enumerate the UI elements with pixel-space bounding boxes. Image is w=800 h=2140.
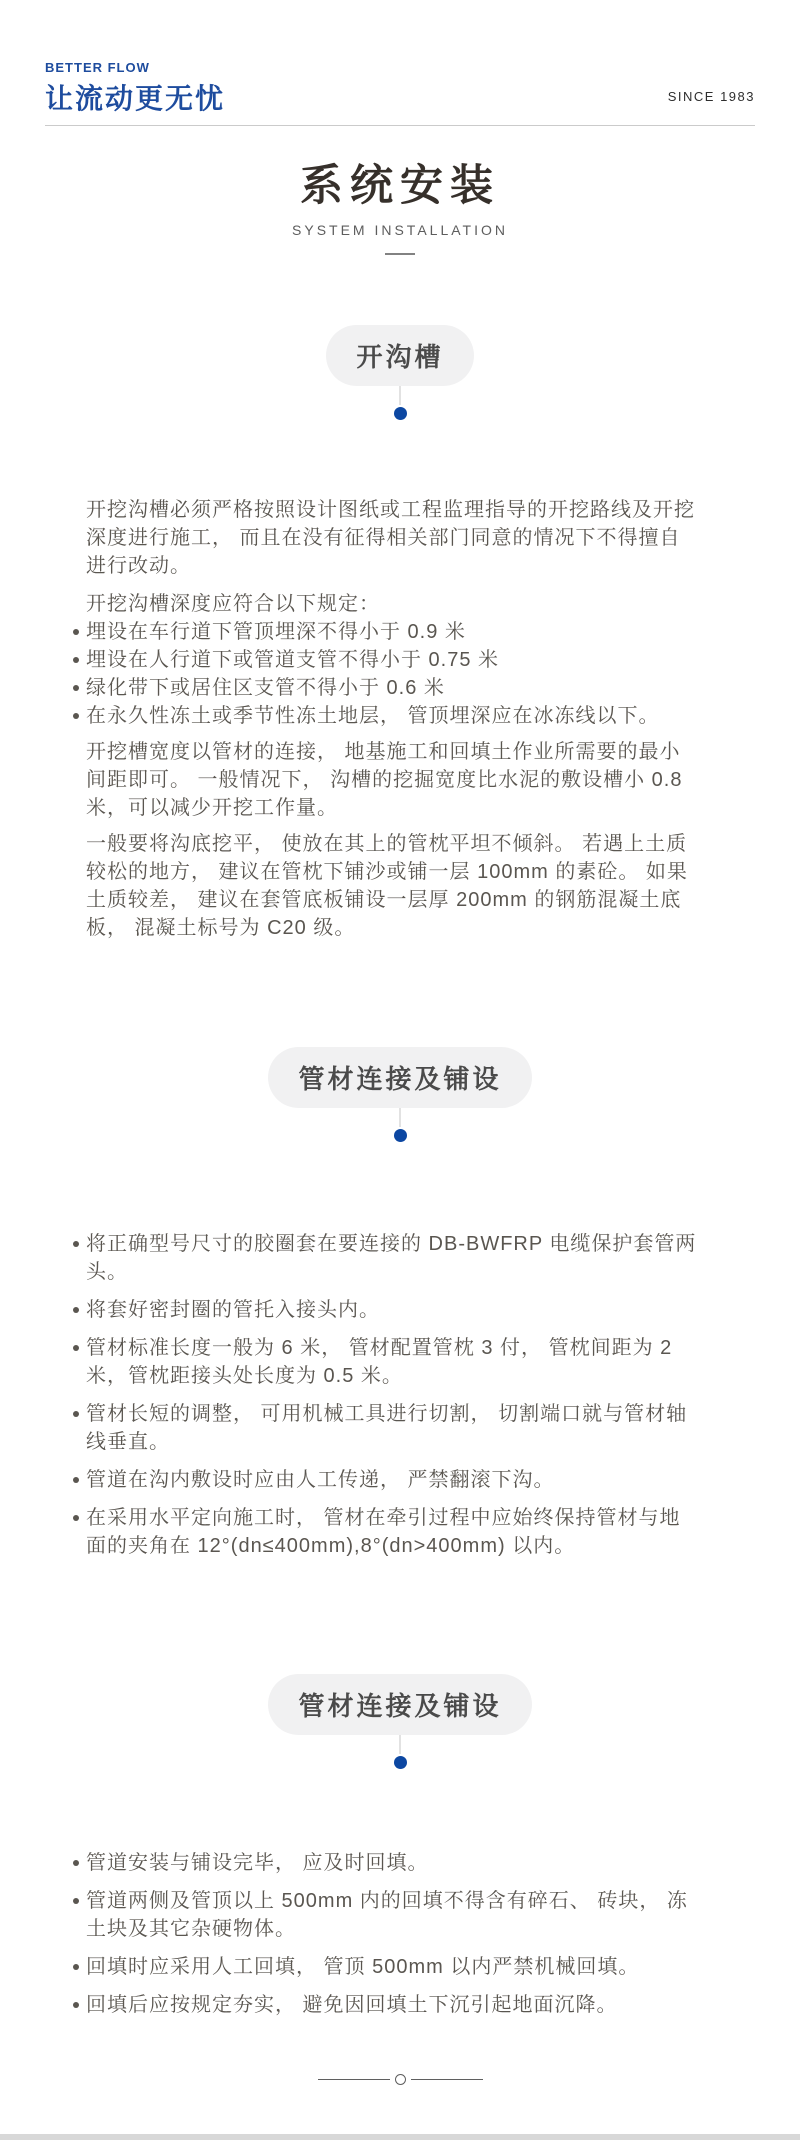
section-laying-content <box>72 1230 718 1560</box>
rules-intro: 开挖沟槽深度应符合以下规定： <box>86 593 380 615</box>
list-item: 将套好密封圈的管托入接头内。 <box>72 1296 701 1324</box>
connector-line <box>399 1735 401 1754</box>
backfill-steps-list <box>72 1849 718 2019</box>
depth-rules-list <box>72 618 718 730</box>
list-item: 管材长短的调整， 可用机械工具进行切割， 切割端口就与管材轴线垂直。 <box>72 1400 701 1456</box>
paragraph: 开挖沟槽必须严格按照设计图纸或工程监理指导的开挖路线及开挖深度进行施工， 而且在没有征得相关部门同意的情况下不得擅自进行改动。 <box>86 499 695 577</box>
section-laying-header <box>0 1047 800 1142</box>
connector-line <box>399 386 401 405</box>
section-badge-laying: 管材连接及铺设 <box>268 1047 531 1108</box>
list-item: 将正确型号尺寸的胶圈套在要连接的 DB-BWFRP 电缆保护套管两头。 <box>72 1230 701 1286</box>
section-trenching-header <box>0 325 800 420</box>
title-block <box>0 162 800 255</box>
list-item: 在永久性冻土或季节性冻土地层， 管顶埋深应在冰冻线以下。 <box>72 702 701 730</box>
list-item: 埋设在车行道下管顶埋深不得小于 0.9 米 <box>72 618 701 646</box>
list-item: 管材标准长度一般为 6 米， 管材配置管枕 3 付， 管枕间距为 2 米，管枕距接头处长度为 0.5 米。 <box>72 1334 701 1390</box>
paragraph: 一般要将沟底挖平， 使放在其上的管枕平坦不倾斜。 若遇上土质较松的地方， 建议在管枕下铺沙或铺一层 100mm 的素砼。 如果土质较差， 建议在套管底板铺设一层厚 200mm 的钢筋混凝土底板， 混凝土标号为 C20 级。 <box>86 833 688 939</box>
list-item: 绿化带下或居住区支管不得小于 0.6 米 <box>72 674 701 702</box>
list-item: 在采用水平定向施工时， 管材在牵引过程中应始终保持管材与地面的夹角在 12°(dn≤400mm),8°(dn>400mm) 以内。 <box>72 1504 701 1560</box>
section-backfill-header <box>0 1674 800 1769</box>
list-item: 管道安装与铺设完毕， 应及时回填。 <box>72 1849 701 1877</box>
brand-logo <box>45 60 225 117</box>
page-title: 系统安装 <box>300 162 500 210</box>
connector-line <box>399 1108 401 1127</box>
bottom-edge-strip <box>0 2134 800 2140</box>
section-backfill-content <box>72 1849 718 2019</box>
brand-logotext: 让流动更无忧 <box>45 83 226 114</box>
header <box>45 0 755 126</box>
section-badge-trenching: 开沟槽 <box>326 325 473 386</box>
list-item: 回填后应按规定夯实， 避免因回填土下沉引起地面沉降。 <box>72 1991 701 2019</box>
section-badge-backfill: 管材连接及铺设 <box>268 1674 531 1735</box>
list-item: 埋设在人行道下或管道支管不得小于 0.75 米 <box>72 646 701 674</box>
section-trenching-content <box>72 496 718 942</box>
footer-divider-line <box>318 2079 390 2080</box>
brand-tagline: BETTER FLOW <box>45 60 150 75</box>
timeline-dot-icon <box>394 1129 407 1142</box>
title-divider <box>385 253 415 255</box>
list-item: 回填时应采用人工回填， 管顶 500mm 以内严禁机械回填。 <box>72 1953 701 1981</box>
page-subtitle: SYSTEM INSTALLATION <box>292 222 508 238</box>
paragraph: 开挖槽宽度以管材的连接， 地基施工和回填土作业所需要的最小间距即可。 一般情况下， 沟槽的挖掘宽度比水泥的敷设槽小 0.8 米，可以减少开挖工作量。 <box>86 741 683 819</box>
list-item: 管道两侧及管顶以上 500mm 内的回填不得含有碎石、 砖块， 冻土块及其它杂硬物体。 <box>72 1887 701 1943</box>
since-label: SINCE 1983 <box>667 89 755 104</box>
timeline-dot-icon <box>394 1756 407 1769</box>
laying-steps-list <box>72 1230 718 1560</box>
footer-circle-icon <box>395 2074 406 2085</box>
list-item: 管道在沟内敷设时应由人工传递， 严禁翻滚下沟。 <box>72 1466 701 1494</box>
timeline-dot-icon <box>394 407 407 420</box>
footer-divider-line <box>411 2079 483 2080</box>
footer-divider-ornament <box>0 2074 800 2085</box>
